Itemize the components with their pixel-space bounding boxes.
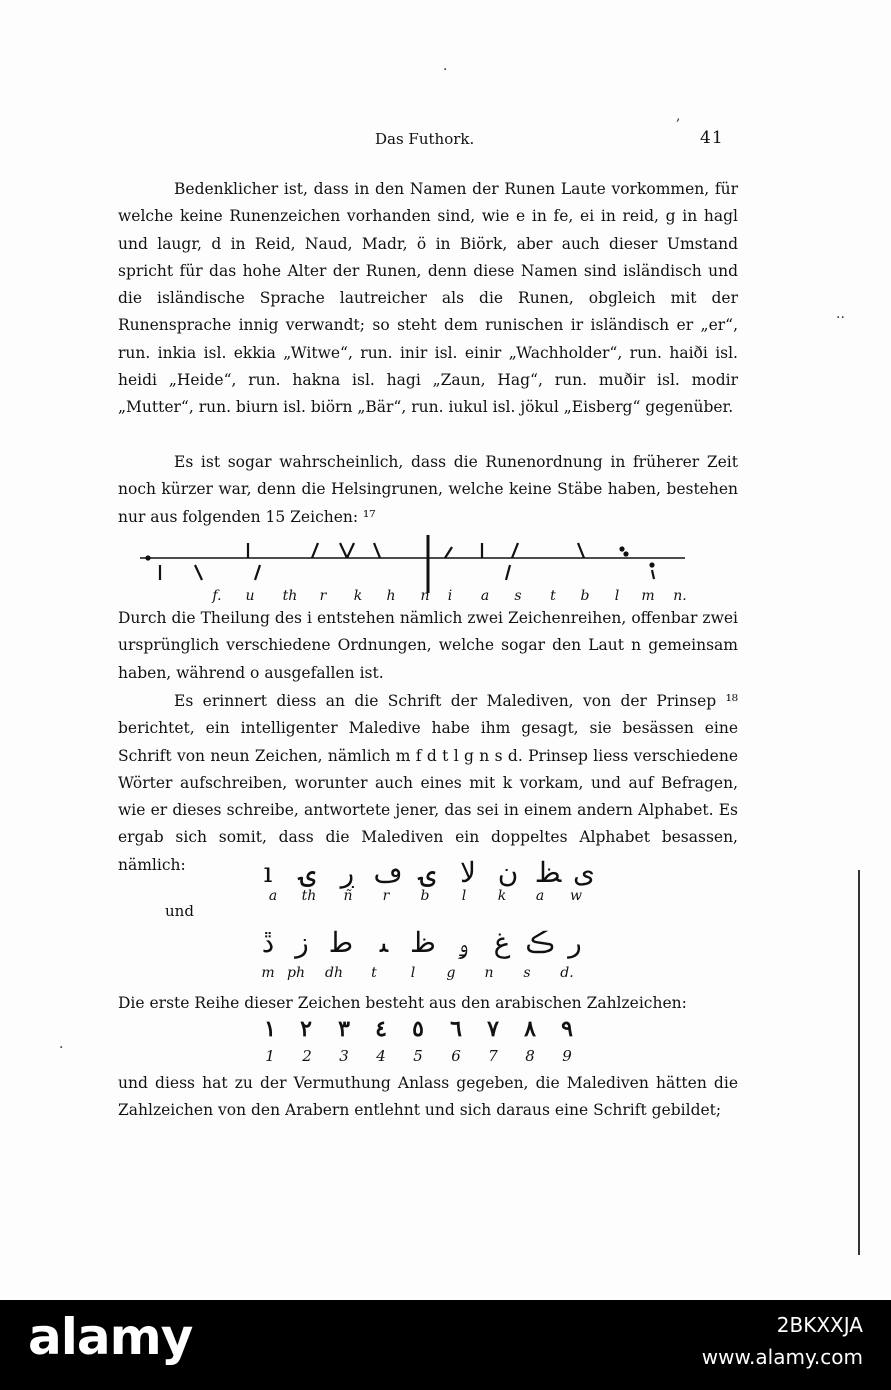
rune-letter: h: [386, 588, 396, 604]
script-glyph: ۍ: [299, 856, 317, 889]
script-glyph: ڐ: [261, 926, 275, 959]
translit-letter: ñ: [343, 888, 353, 904]
script-glyph: ﺭ: [568, 926, 582, 959]
translit-letter: r: [382, 888, 390, 904]
scan-edge-line: [858, 870, 860, 1255]
und-label: und: [165, 902, 194, 920]
page-number: 41: [700, 128, 724, 148]
script-glyph: ﻻ: [460, 856, 476, 889]
script-glyph: ﯠ: [457, 926, 469, 959]
script-glyph: ن: [497, 856, 519, 889]
script-glyph: ﻅ: [410, 926, 436, 959]
arabic-numeral: ٥: [412, 1016, 424, 1042]
translit-letter: b: [420, 888, 430, 904]
rune-letter: t: [550, 588, 556, 604]
digit: 7: [488, 1047, 498, 1065]
helsing-runes-drawing: [140, 535, 700, 595]
script-glyph: ڔ: [340, 856, 356, 889]
paragraph-2: [118, 449, 738, 531]
digit: 2: [302, 1047, 312, 1065]
rune-letter: u: [245, 588, 255, 604]
digit: 8: [525, 1047, 535, 1065]
translit-letter: d.: [560, 965, 574, 981]
translit-letter: s: [523, 965, 531, 981]
translit-letter: l: [461, 888, 467, 904]
script-glyph: ڡ: [373, 856, 403, 889]
arabic-numeral: ٦: [450, 1016, 462, 1042]
rune-letter: s: [514, 588, 522, 604]
paragraph-5-text: Die erste Reihe dieser Zeichen besteht aus den arabischen Zahlzeichen:: [118, 994, 687, 1012]
script-glyph: ı: [263, 856, 273, 889]
page-header: [0, 130, 891, 154]
script-glyph: ﯩ: [379, 926, 389, 959]
brand-logo: alamy: [28, 1308, 193, 1366]
helsing-runes-row: [140, 535, 700, 595]
script-glyph: ﻆ: [534, 856, 562, 889]
arabic-numeral: ٨: [524, 1016, 536, 1042]
rune-letter: i: [447, 588, 453, 604]
translit-letter: m: [261, 965, 275, 981]
translit-letter: a: [535, 888, 545, 904]
script-glyph: ﺯ: [295, 926, 309, 959]
script-glyph: ﻃ: [330, 926, 354, 959]
translit-letter: t: [371, 965, 377, 981]
arabic-numeral: ٤: [375, 1016, 387, 1042]
translit-letter: k: [497, 888, 507, 904]
image-id: 2BKXXJA: [776, 1313, 863, 1337]
speck-mark: ,: [676, 108, 681, 124]
rune-letter: r: [319, 588, 327, 604]
paragraph-4: [118, 688, 738, 879]
rune-letter: b: [580, 588, 590, 604]
rune-letter: l: [614, 588, 620, 604]
translit-letter: ph: [287, 965, 305, 981]
script-glyph: ڪ: [525, 926, 555, 959]
rune-letter: n: [420, 588, 430, 604]
paragraph-6: [118, 1070, 738, 1125]
script-glyph: ۍ: [419, 856, 437, 889]
script-glyph: ﻍ: [493, 926, 511, 959]
translit-letter: w: [570, 888, 582, 904]
paragraph-5: [118, 990, 738, 1017]
arabic-numeral: ٣: [338, 1016, 350, 1042]
paragraph-4-text: Es erinnert diess an die Schrift der Malediven, von der Prinsep ¹⁸ berichtet, ein intelligenter Maledive habe ihm gesagt, sie besässen eine Schrift von neun Zeichen, nämlich m f d t l g n s d. Prinsep liess verschiedene Wörter aufschreiben, worunter auch eines mit k vorkam, und auf Befragen, wie er dieses schreibe, antwortete jener, das sei in einem andern Alphabet. Es ergab sich somit, dass die Malediven ein doppeltes Alphabet besassen, nämlich:: [118, 692, 738, 874]
translit-letter: th: [301, 888, 317, 904]
paragraph-2-text: Es ist sogar wahrscheinlich, dass die Runenordnung in früherer Zeit noch kürzer war, denn die Helsingrunen, welche keine Stäbe haben, bestehen nur aus folgenden 15 Zeichen: ¹⁷: [118, 453, 738, 526]
digit: 6: [451, 1047, 461, 1065]
rune-letter: th: [282, 588, 298, 604]
paragraph-1: [118, 176, 738, 422]
rune-letter: f.: [212, 588, 222, 604]
translit-letter: n: [484, 965, 494, 981]
translit-letter: g: [446, 965, 456, 981]
digit: 1: [265, 1047, 275, 1065]
arabic-numeral: ١: [264, 1016, 276, 1042]
arabic-numeral: ٩: [561, 1016, 573, 1042]
paragraph-6-text: und diess hat zu der Vermuthung Anlass gegeben, die Malediven hätten die Zahlzeichen von den Arabern entlehnt und sich daraus eine Schrift gebildet;: [118, 1074, 738, 1120]
rune-letter: k: [353, 588, 363, 604]
translit-letter: l: [410, 965, 416, 981]
paragraph-1-text: Bedenklicher ist, dass in den Namen der Runen Laute vorkommen, für welche keine Runenzeichen vorhanden sind, wie e in fe, ei in reid, g in hagl und laugr, d in Reid, Naud, Madr, ö in Biörk, aber auch dieser Umstand spricht für das hohe Alter der Runen, denn diese Namen sind isländisch und die isländische Sprache lautreicher als die Runen, obgleich mit der Runensprache innig verwandt; so steht dem runischen ir isländisch er „er“, run. inkia isl. ekkia „Witwe“, run. inir isl. einir „Wachholder“, run. haiði isl. heidi „Heide“, run. hakna isl. hagi „Zaun, Hag“, run. muðir isl. modir „Mutter“, run. biurn isl. biörn „Bär“, run. iukul isl. jökul „Eisberg“ gegenüber.: [118, 180, 738, 417]
rune-letter: m: [641, 588, 655, 604]
rune-letter: n.: [673, 588, 687, 604]
site-url: www.alamy.com: [701, 1345, 863, 1369]
translit-letter: a: [268, 888, 278, 904]
speck-mark: ··: [836, 310, 845, 326]
script-glyph: ﻯ: [573, 856, 595, 889]
translit-letter: dh: [325, 965, 343, 981]
speck-mark: ·: [443, 62, 448, 78]
paragraph-3-text: Durch die Theilung des i entstehen nämlich zwei Zeichenreihen, offenbar zwei ursprünglich verschiedene Ordnungen, welche sogar den Laut n gemeinsam haben, während o ausgefallen ist.: [118, 609, 738, 682]
arabic-numeral: ٧: [487, 1016, 499, 1042]
paragraph-3: [118, 605, 738, 687]
digit: 3: [339, 1047, 349, 1065]
speck-mark: ·: [59, 1040, 64, 1056]
digit: 4: [376, 1047, 386, 1065]
arabic-numeral: ٢: [300, 1016, 312, 1042]
rune-letter: a: [480, 588, 490, 604]
running-title: Das Futhork.: [375, 130, 475, 148]
digit: 9: [562, 1047, 572, 1065]
digit: 5: [413, 1047, 423, 1065]
